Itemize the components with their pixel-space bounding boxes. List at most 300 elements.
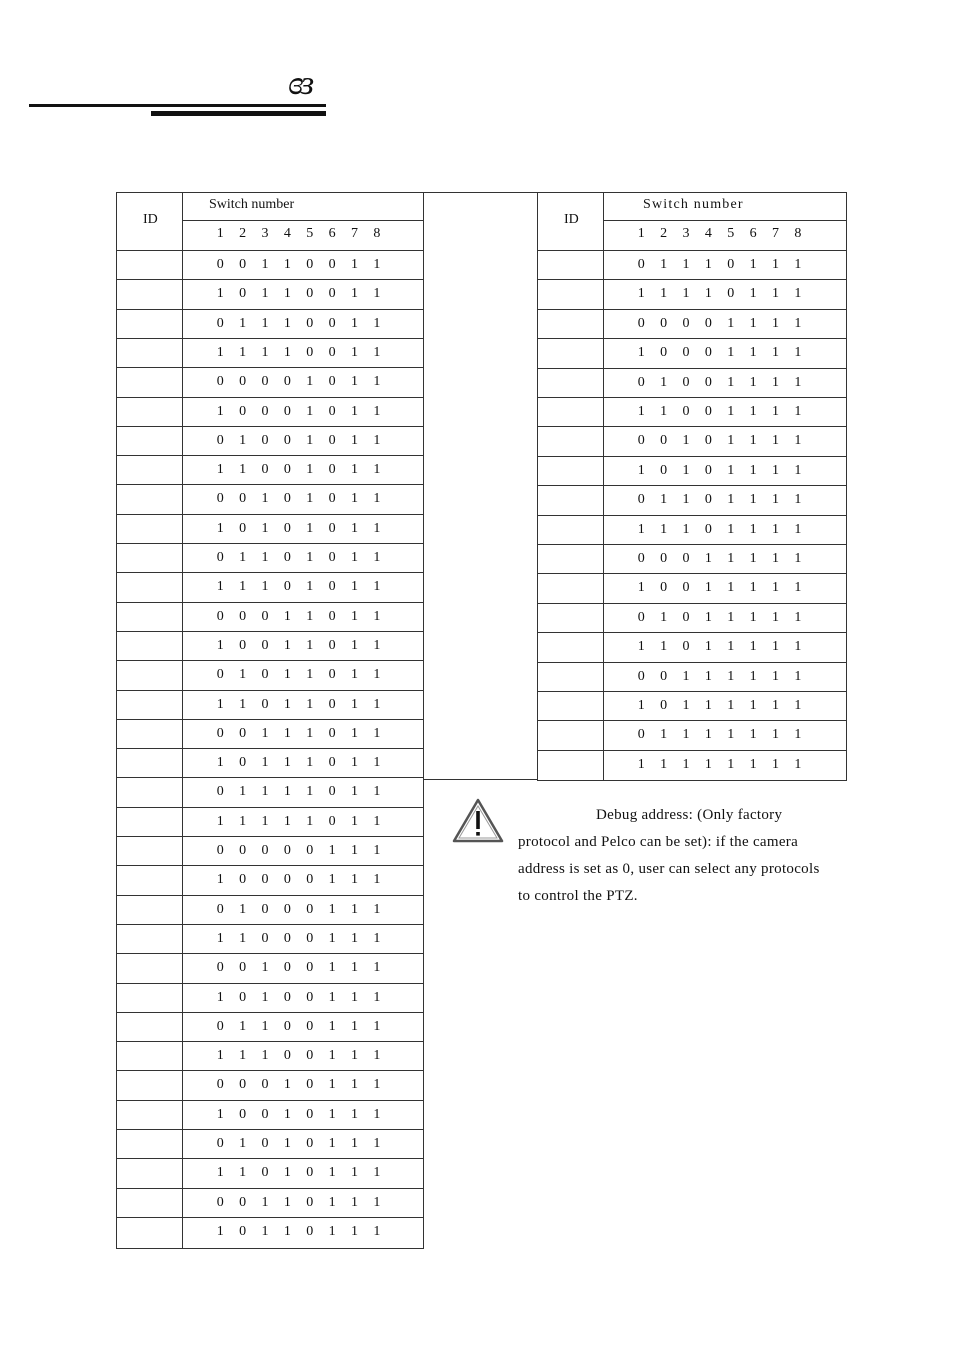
switch-bit: 1 xyxy=(373,579,381,595)
switch-bit: 0 xyxy=(216,901,224,917)
switch-bit: 1 xyxy=(239,315,247,331)
switch-bit: 0 xyxy=(216,784,224,800)
switch-bit: 1 xyxy=(239,930,247,946)
switch-bit: 1 xyxy=(373,550,381,565)
switch-bit: 0 xyxy=(283,930,291,946)
switch-bit: 0 xyxy=(239,374,247,390)
switch-bit: 1 xyxy=(373,989,381,1005)
switch-bit: 1 xyxy=(351,315,359,331)
switch-bit: 1 xyxy=(660,404,668,419)
switch-bit: 0 xyxy=(306,1106,314,1122)
switch-index: 2 xyxy=(239,226,247,241)
switch-bit: 1 xyxy=(283,667,291,683)
switch-bit: 1 xyxy=(373,1077,381,1093)
switch-bit: 1 xyxy=(351,374,359,390)
switch-setting-row xyxy=(630,757,809,773)
switch-bit: 1 xyxy=(637,639,645,655)
switch-bit: 1 xyxy=(794,286,802,302)
switch-bit: 1 xyxy=(261,257,269,272)
switch-bit: 1 xyxy=(373,725,381,741)
switch-bit: 1 xyxy=(794,639,802,655)
warning-triangle-icon xyxy=(452,797,504,843)
switch-bit: 0 xyxy=(239,725,247,741)
switch-bit: 1 xyxy=(660,639,668,655)
switch-bit: 1 xyxy=(351,1106,359,1122)
switch-bit: 0 xyxy=(682,580,690,596)
row-divider xyxy=(116,777,424,778)
row-divider xyxy=(116,514,424,515)
switch-bit: 0 xyxy=(328,286,336,302)
switch-bit: 1 xyxy=(261,550,269,565)
switch-bit: 1 xyxy=(261,725,269,741)
switch-bit: 1 xyxy=(283,813,291,829)
switch-bit: 1 xyxy=(283,257,291,272)
switch-bit: 1 xyxy=(261,520,269,536)
switch-setting-row xyxy=(209,374,388,390)
row-divider xyxy=(116,836,424,837)
switch-bit: 0 xyxy=(306,901,314,917)
switch-setting-row xyxy=(209,579,388,595)
switch-bit: 0 xyxy=(261,637,269,653)
switch-bit: 1 xyxy=(794,551,802,566)
switch-bit: 1 xyxy=(704,609,712,625)
switch-bit: 1 xyxy=(261,784,269,800)
switch-bit: 1 xyxy=(239,550,247,565)
row-divider xyxy=(116,1012,424,1013)
switch-bit: 0 xyxy=(660,462,668,478)
switch-bit: 0 xyxy=(704,433,712,449)
switch-bit: 1 xyxy=(373,344,381,360)
switch-bit: 1 xyxy=(216,930,224,946)
switch-bit: 0 xyxy=(682,374,690,390)
switch-bit: 0 xyxy=(704,345,712,361)
switch-setting-row xyxy=(209,872,388,888)
switch-bit: 0 xyxy=(216,960,224,976)
switch-bit: 0 xyxy=(239,520,247,536)
switch-bit: 1 xyxy=(373,1165,381,1181)
switch-bit: 0 xyxy=(660,668,668,684)
switch-bit: 1 xyxy=(660,492,668,508)
switch-bit: 1 xyxy=(283,315,291,331)
switch-bit: 1 xyxy=(772,756,780,772)
switch-bit: 0 xyxy=(637,668,645,684)
row-divider xyxy=(116,1158,424,1159)
switch-bit: 0 xyxy=(261,843,269,858)
switch-bit: 0 xyxy=(637,315,645,331)
row-divider xyxy=(537,515,846,516)
switch-bit: 1 xyxy=(794,433,802,449)
switch-bit: 0 xyxy=(306,286,314,302)
switch-bit: 0 xyxy=(682,404,690,419)
switch-bit: 1 xyxy=(794,257,802,272)
switch-bit: 0 xyxy=(637,492,645,508)
switch-bit: 1 xyxy=(704,286,712,302)
switch-bit: 1 xyxy=(794,698,802,713)
switch-bit: 0 xyxy=(239,491,247,507)
switch-bit: 1 xyxy=(772,639,780,655)
switch-bit: 1 xyxy=(727,433,735,449)
switch-bit: 0 xyxy=(216,843,224,858)
switch-bit: 1 xyxy=(373,901,381,917)
switch-bit: 1 xyxy=(351,696,359,712)
switch-index: 8 xyxy=(373,226,381,241)
switch-index: 2 xyxy=(660,226,668,241)
switch-bit: 1 xyxy=(216,344,224,360)
switch-bit: 1 xyxy=(239,1018,247,1034)
switch-bit: 0 xyxy=(239,1194,247,1210)
switch-bit: 1 xyxy=(660,609,668,625)
switch-bit: 0 xyxy=(283,374,291,390)
switch-bit: 1 xyxy=(351,843,359,858)
switch-bit: 0 xyxy=(660,551,668,566)
header-bottom-line xyxy=(116,250,424,251)
switch-bit: 0 xyxy=(283,579,291,595)
switch-bit: 0 xyxy=(704,492,712,508)
switch-bit: 1 xyxy=(373,1018,381,1034)
switch-bit: 1 xyxy=(328,989,336,1005)
switch-bit: 0 xyxy=(261,608,269,624)
switch-index: 4 xyxy=(704,226,712,241)
switch-bit: 1 xyxy=(749,462,757,478)
switch-bit: 1 xyxy=(373,491,381,507)
switch-bit: 1 xyxy=(351,725,359,741)
switch-setting-row xyxy=(209,345,388,361)
switch-bit: 1 xyxy=(261,813,269,829)
switch-bit: 1 xyxy=(660,727,668,743)
switch-bit: 1 xyxy=(772,286,780,302)
switch-bit: 1 xyxy=(239,901,247,917)
row-divider xyxy=(537,720,846,721)
table-gap-top-border xyxy=(423,192,537,193)
switch-bit: 1 xyxy=(261,1194,269,1210)
switch-setting-row xyxy=(209,257,388,273)
switch-bit: 1 xyxy=(727,668,735,684)
switch-bit: 1 xyxy=(351,520,359,536)
switch-bit: 1 xyxy=(749,286,757,302)
switch-bit: 1 xyxy=(351,286,359,302)
switch-bit: 1 xyxy=(351,1136,359,1151)
switch-bit: 1 xyxy=(772,462,780,478)
switch-bit: 1 xyxy=(306,374,314,390)
switch-bit: 0 xyxy=(682,315,690,331)
switch-bit: 1 xyxy=(749,404,757,419)
switch-bit: 1 xyxy=(328,901,336,917)
row-divider xyxy=(116,543,424,544)
switch-bit: 1 xyxy=(749,551,757,566)
switch-bit: 1 xyxy=(749,433,757,449)
switch-bit: 0 xyxy=(239,608,247,624)
switch-bit: 1 xyxy=(216,462,224,478)
id-column-header: ID xyxy=(143,212,158,227)
switch-bit: 1 xyxy=(704,257,712,272)
switch-bit: 1 xyxy=(637,345,645,361)
row-divider xyxy=(537,750,846,751)
switch-bit: 0 xyxy=(306,872,314,888)
switch-bit: 0 xyxy=(306,1165,314,1181)
switch-bit: 1 xyxy=(351,637,359,653)
row-divider xyxy=(116,1070,424,1071)
switch-bit: 1 xyxy=(727,580,735,596)
switch-bit: 1 xyxy=(660,756,668,772)
note-text-first: Debug address: (Only factory xyxy=(596,807,783,823)
switch-setting-row xyxy=(630,257,809,273)
switch-bit: 1 xyxy=(328,930,336,946)
switch-bit: 1 xyxy=(637,404,645,419)
row-divider xyxy=(537,603,846,604)
switch-setting-row xyxy=(209,1165,388,1181)
switch-bit: 0 xyxy=(216,1136,224,1151)
switch-bit: 1 xyxy=(373,374,381,390)
switch-bit: 1 xyxy=(637,286,645,302)
row-divider xyxy=(116,1129,424,1130)
switch-bit: 1 xyxy=(351,930,359,946)
switch-bit: 0 xyxy=(283,520,291,536)
switch-bit: 1 xyxy=(328,1136,336,1151)
switch-setting-row xyxy=(209,491,388,507)
switch-bit: 1 xyxy=(261,344,269,360)
id-column-header: ID xyxy=(564,212,579,227)
switch-setting-row xyxy=(209,1107,388,1123)
row-divider xyxy=(116,426,424,427)
switch-bit: 1 xyxy=(306,637,314,653)
switch-bit: 1 xyxy=(772,433,780,449)
switch-bit: 1 xyxy=(351,1077,359,1093)
switch-bit: 0 xyxy=(261,1165,269,1181)
switch-bit: 0 xyxy=(306,344,314,360)
switch-bit: 1 xyxy=(351,667,359,683)
switch-bit: 1 xyxy=(794,345,802,361)
switch-bit: 1 xyxy=(749,698,757,713)
switch-bit: 0 xyxy=(306,1136,314,1151)
row-divider xyxy=(116,1041,424,1042)
switch-bit: 1 xyxy=(794,492,802,508)
switch-bit: 1 xyxy=(216,872,224,888)
switch-bit: 1 xyxy=(261,989,269,1005)
switch-setting-row xyxy=(209,550,388,566)
switch-bit: 1 xyxy=(283,344,291,360)
switch-bit: 1 xyxy=(704,639,712,655)
switch-bit: 0 xyxy=(239,286,247,302)
switch-bit: 1 xyxy=(772,668,780,684)
switch-bit: 1 xyxy=(749,374,757,390)
switch-bit: 1 xyxy=(283,784,291,800)
switch-bit: 1 xyxy=(328,1223,336,1239)
switch-bit: 1 xyxy=(794,609,802,625)
row-divider xyxy=(537,485,846,486)
switch-bit: 1 xyxy=(749,521,757,537)
switch-bit: 1 xyxy=(239,813,247,829)
switch-bit: 0 xyxy=(239,989,247,1005)
switch-bit: 0 xyxy=(216,1194,224,1210)
switch-bit: 1 xyxy=(704,668,712,684)
switch-bit: 1 xyxy=(749,345,757,361)
switch-bit: 1 xyxy=(351,550,359,565)
switch-bit: 0 xyxy=(328,315,336,331)
switch-index: 3 xyxy=(682,226,690,241)
row-divider xyxy=(116,660,424,661)
switch-index: 1 xyxy=(216,226,224,241)
switch-bit: 0 xyxy=(306,1077,314,1093)
switch-bit: 1 xyxy=(216,403,224,419)
switch-setting-row xyxy=(209,902,388,918)
row-divider xyxy=(116,572,424,573)
switch-bit: 0 xyxy=(660,433,668,449)
switch-index: 8 xyxy=(794,226,802,241)
switch-setting-row xyxy=(630,727,809,743)
switch-bit: 1 xyxy=(704,727,712,743)
switch-bit: 1 xyxy=(351,403,359,419)
switch-bit: 0 xyxy=(328,403,336,419)
switch-bit: 1 xyxy=(637,462,645,478)
switch-bit: 1 xyxy=(306,813,314,829)
row-divider xyxy=(537,426,846,427)
switch-bit: 1 xyxy=(682,257,690,272)
switch-bit: 1 xyxy=(351,755,359,771)
switch-bit: 1 xyxy=(727,315,735,331)
switch-bit: 0 xyxy=(239,257,247,272)
row-divider xyxy=(537,662,846,663)
switch-bit: 1 xyxy=(727,727,735,743)
switch-bit: 1 xyxy=(373,432,381,448)
switch-bit: 1 xyxy=(772,727,780,743)
switch-bit: 1 xyxy=(306,667,314,683)
switch-bit: 0 xyxy=(704,521,712,537)
switch-bit: 1 xyxy=(216,520,224,536)
switch-bit: 1 xyxy=(351,1194,359,1210)
switch-bit: 0 xyxy=(239,1077,247,1093)
switch-bit: 1 xyxy=(216,1165,224,1181)
switch-bit: 0 xyxy=(328,667,336,683)
switch-bit: 0 xyxy=(283,960,291,976)
switch-bit: 1 xyxy=(704,756,712,772)
switch-bit: 0 xyxy=(283,901,291,917)
switch-bit: 1 xyxy=(373,462,381,478)
switch-bit: 1 xyxy=(216,696,224,712)
switch-bit: 1 xyxy=(351,784,359,800)
switch-bit: 1 xyxy=(794,521,802,537)
row-divider xyxy=(116,1217,424,1218)
switch-bit: 1 xyxy=(283,1165,291,1181)
row-divider xyxy=(116,865,424,866)
switch-bit: 0 xyxy=(727,286,735,302)
switch-bit: 1 xyxy=(704,580,712,596)
switch-bit: 0 xyxy=(306,930,314,946)
switch-bit: 1 xyxy=(351,813,359,829)
switch-bit: 1 xyxy=(351,1165,359,1181)
switch-bit: 0 xyxy=(637,609,645,625)
switch-bit: 1 xyxy=(328,1077,336,1093)
switch-bit: 0 xyxy=(261,901,269,917)
row-divider xyxy=(116,484,424,485)
switch-bit: 0 xyxy=(261,1136,269,1151)
switch-bit: 1 xyxy=(351,901,359,917)
switch-bit: 0 xyxy=(239,403,247,419)
switch-bit: 1 xyxy=(216,1223,224,1239)
switch-bit: 1 xyxy=(261,579,269,595)
switch-bit: 1 xyxy=(682,668,690,684)
switch-number-header: Switch number xyxy=(209,197,295,212)
switch-bit: 0 xyxy=(682,345,690,361)
switch-bit: 1 xyxy=(261,1018,269,1034)
switch-bit: 1 xyxy=(351,462,359,478)
switch-bit: 1 xyxy=(306,755,314,771)
switch-bit: 0 xyxy=(239,843,247,858)
switch-bit: 1 xyxy=(682,756,690,772)
switch-bit: 1 xyxy=(216,1048,224,1064)
row-divider xyxy=(116,983,424,984)
switch-bit: 1 xyxy=(772,315,780,331)
switch-bit: 1 xyxy=(373,637,381,653)
switch-setting-row xyxy=(209,404,388,420)
switch-bit: 0 xyxy=(328,491,336,507)
left-switch-table xyxy=(116,192,424,1248)
switch-bit: 1 xyxy=(373,755,381,771)
switch-bit: 1 xyxy=(727,345,735,361)
switch-index-row xyxy=(209,226,388,242)
switch-bit: 0 xyxy=(660,345,668,361)
switch-bit: 1 xyxy=(794,404,802,419)
switch-index: 5 xyxy=(727,226,735,241)
switch-bit: 1 xyxy=(794,462,802,478)
switch-bit: 1 xyxy=(682,727,690,743)
switch-bit: 1 xyxy=(328,1018,336,1034)
switch-bit: 0 xyxy=(239,872,247,888)
switch-bit: 1 xyxy=(727,756,735,772)
switch-bit: 0 xyxy=(328,520,336,536)
switch-setting-row xyxy=(209,931,388,947)
switch-bit: 0 xyxy=(328,813,336,829)
switch-bit: 0 xyxy=(216,550,224,565)
row-divider xyxy=(116,309,424,310)
switch-setting-row xyxy=(209,1077,388,1093)
switch-bit: 0 xyxy=(261,374,269,390)
right-switch-table xyxy=(537,192,846,780)
switch-setting-row xyxy=(209,697,388,713)
switch-bit: 1 xyxy=(283,1136,291,1151)
switch-bit: 0 xyxy=(328,696,336,712)
switch-bit: 0 xyxy=(306,1018,314,1034)
switch-bit: 0 xyxy=(704,462,712,478)
switch-bit: 0 xyxy=(261,667,269,683)
switch-bit: 1 xyxy=(794,580,802,596)
row-divider xyxy=(116,1100,424,1101)
row-divider xyxy=(116,1188,424,1189)
switch-bit: 1 xyxy=(239,1165,247,1181)
switch-bit: 0 xyxy=(328,755,336,771)
switch-bit: 1 xyxy=(351,1018,359,1034)
switch-bit: 1 xyxy=(749,609,757,625)
switch-bit: 1 xyxy=(682,521,690,537)
switch-bit: 1 xyxy=(283,1106,291,1122)
switch-bit: 1 xyxy=(351,491,359,507)
switch-bit: 1 xyxy=(772,580,780,596)
switch-bit: 0 xyxy=(637,257,645,272)
switch-bit: 1 xyxy=(637,521,645,537)
row-divider xyxy=(116,895,424,896)
switch-bit: 1 xyxy=(749,257,757,272)
switch-bit: 1 xyxy=(373,257,381,272)
row-divider xyxy=(116,953,424,954)
switch-bit: 0 xyxy=(637,727,645,743)
switch-index: 7 xyxy=(351,226,359,241)
switch-bit: 1 xyxy=(772,521,780,537)
header-subdivider xyxy=(182,220,424,221)
switch-bit: 1 xyxy=(373,520,381,536)
switch-index: 7 xyxy=(772,226,780,241)
switch-bit: 1 xyxy=(637,580,645,596)
switch-setting-row xyxy=(209,814,388,830)
switch-bit: 0 xyxy=(682,639,690,655)
